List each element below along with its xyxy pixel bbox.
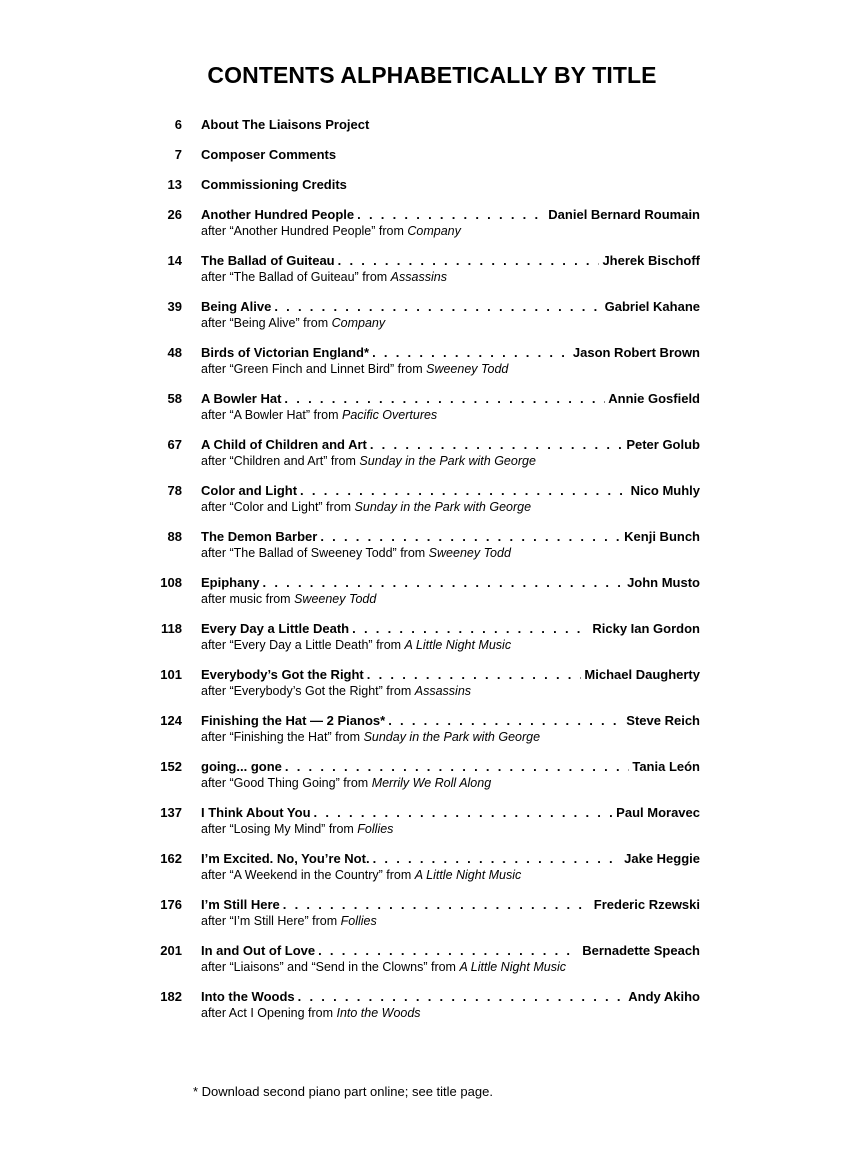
page-number: 6: [174, 117, 182, 132]
dot-leader: [357, 207, 545, 223]
toc-entry[interactable]: [150, 713, 700, 745]
source-text: after “The Ballad of Guiteau” from: [201, 270, 391, 284]
toc-entry[interactable]: [150, 943, 700, 975]
composer-name: Bernadette Speach: [582, 943, 700, 958]
dot-leader: [320, 529, 621, 545]
dot-leader: [274, 299, 601, 315]
dot-leader: [372, 345, 570, 361]
dot-leader: [283, 897, 591, 913]
page-number: 26: [167, 207, 182, 222]
dot-leader: [318, 943, 579, 959]
dot-leader: [300, 483, 628, 499]
dot-leader: [352, 621, 589, 637]
dot-leader: [298, 989, 626, 1005]
show-title: Sweeney Todd: [428, 546, 511, 560]
dot-leader: [285, 759, 629, 775]
source-line: [201, 453, 700, 469]
page-title: CONTENTS ALPHABETICALLY BY TITLE: [207, 62, 657, 88]
composer-name: Paul Moravec: [616, 805, 700, 820]
show-title: Follies: [340, 914, 377, 928]
table-of-contents: [150, 117, 700, 1035]
toc-entry[interactable]: [150, 483, 700, 515]
composer-name: Michael Daugherty: [584, 667, 700, 682]
composer-name: Steve Reich: [626, 713, 700, 728]
page-number: 78: [167, 483, 182, 498]
composer-name: Peter Golub: [626, 437, 700, 452]
composer-name: Kenji Bunch: [624, 529, 700, 544]
show-title: A Little Night Music: [459, 960, 566, 974]
dot-leader: [284, 391, 605, 407]
page-number: 152: [160, 759, 182, 774]
source-text: after “I’m Still Here” from: [201, 914, 341, 928]
source-text: after music from: [201, 592, 295, 606]
composer-name: Jherek Bischoff: [602, 253, 700, 268]
show-title: Pacific Overtures: [342, 408, 438, 422]
toc-entry[interactable]: [150, 667, 700, 699]
show-title: Sunday in the Park with George: [359, 454, 536, 468]
show-title: Follies: [357, 822, 394, 836]
source-text: after “A Weekend in the Country” from: [201, 868, 415, 882]
dot-leader: [370, 437, 623, 453]
source-line: [201, 637, 700, 653]
entry-title: A Bowler Hat: [201, 391, 282, 406]
page-number: 162: [160, 851, 182, 866]
show-title: Company: [407, 224, 461, 238]
page-number: 118: [161, 621, 182, 636]
show-title: Sunday in the Park with George: [354, 500, 532, 514]
source-line: [201, 499, 700, 515]
composer-name: Ricky Ian Gordon: [592, 621, 700, 636]
entry-title: In and Out of Love: [201, 943, 316, 958]
show-title: Sunday in the Park with George: [363, 730, 541, 744]
source-line: [201, 223, 700, 239]
entry-title: Another Hundred People: [201, 207, 355, 222]
entry-title: The Demon Barber: [201, 529, 318, 544]
composer-name: Andy Akiho: [628, 989, 700, 1004]
page-number: 67: [167, 437, 182, 452]
entry-title: Composer Comments: [201, 147, 337, 162]
show-title: Sweeney Todd: [294, 592, 377, 606]
source-line: [201, 683, 700, 699]
toc-entry[interactable]: [150, 117, 700, 133]
entry-title: Commissioning Credits: [201, 177, 347, 192]
source-line: [201, 821, 700, 837]
page-number: 48: [167, 345, 182, 360]
page-number: 182: [160, 989, 182, 1004]
composer-name: Nico Muhly: [630, 483, 700, 498]
composer-name: Daniel Bernard Roumain: [548, 207, 700, 222]
source-line: [201, 591, 700, 607]
toc-entry[interactable]: [150, 621, 700, 653]
dot-leader: [388, 713, 623, 729]
source-line: [201, 407, 700, 423]
composer-name: Gabriel Kahane: [604, 299, 700, 314]
page-number: 39: [167, 299, 182, 314]
composer-name: Tania León: [632, 759, 700, 774]
composer-name: Frederic Rzewski: [593, 897, 700, 912]
dot-leader: [338, 253, 600, 269]
entry-title: Everybody’s Got the Right: [201, 667, 364, 682]
page-number: 176: [160, 897, 182, 912]
toc-entry[interactable]: [150, 207, 700, 239]
source-text: after “A Bowler Hat” from: [201, 408, 343, 422]
dot-leader: [367, 667, 582, 683]
source-text: after “Being Alive” from: [201, 316, 332, 330]
toc-entry[interactable]: [150, 759, 700, 791]
entry-title: Epiphany: [201, 575, 260, 590]
toc-entry[interactable]: [150, 177, 700, 193]
source-line: [201, 959, 700, 975]
source-line: [201, 775, 700, 791]
toc-entry[interactable]: [150, 989, 700, 1021]
page-number: 58: [167, 391, 182, 406]
toc-entry[interactable]: [150, 253, 700, 285]
entry-title: going... gone: [201, 759, 282, 774]
entry-title: Birds of Victorian England*: [201, 345, 370, 360]
toc-entry[interactable]: [150, 345, 700, 377]
toc-entry[interactable]: [150, 897, 700, 929]
toc-entry[interactable]: [150, 851, 700, 883]
footnote: * Download second piano part online; see title page.: [193, 1084, 493, 1099]
entry-title: A Child of Children and Art: [201, 437, 367, 452]
toc-entry[interactable]: [150, 575, 700, 607]
page-number: 7: [174, 147, 182, 162]
show-title: Sweeney Todd: [426, 362, 509, 376]
show-title: Assassins: [414, 684, 472, 698]
dot-leader: [263, 575, 625, 591]
source-text: after Act I Opening from: [201, 1006, 337, 1020]
page-number: 88: [167, 529, 182, 544]
show-title: Into the Woods: [336, 1006, 421, 1020]
page-number: 14: [167, 253, 182, 268]
source-text: after “Color and Light” from: [201, 500, 355, 514]
dot-leader: [373, 851, 622, 867]
source-line: [201, 315, 700, 331]
entry-title: Every Day a Little Death: [201, 621, 350, 636]
entry-title: About The Liaisons Project: [201, 117, 370, 132]
entry-title: Color and Light: [201, 483, 298, 498]
source-text: after “Good Thing Going” from: [201, 776, 372, 790]
toc-entry[interactable]: [150, 147, 700, 163]
show-title: Assassins: [390, 270, 447, 284]
show-title: Merrily We Roll Along: [371, 776, 492, 790]
composer-name: Annie Gosfield: [608, 391, 700, 406]
toc-entry[interactable]: [150, 437, 700, 469]
page-number: 13: [167, 177, 182, 192]
page-number: 201: [160, 943, 182, 958]
entry-title: The Ballad of Guiteau: [201, 253, 335, 268]
show-title: A Little Night Music: [404, 638, 512, 652]
source-line: [201, 729, 700, 745]
dot-leader: [314, 805, 614, 821]
page-number: 124: [160, 713, 182, 728]
source-text: after “Green Finch and Linnet Bird” from: [201, 362, 427, 376]
source-text: after “Liaisons” and “Send in the Clowns” from: [201, 960, 460, 974]
page-number: 108: [160, 575, 182, 590]
source-text: after “Losing My Mind” from: [201, 822, 358, 836]
page-number: 137: [160, 805, 182, 820]
entry-title: Into the Woods: [201, 989, 295, 1004]
source-text: after “Everybody’s Got the Right” from: [201, 684, 415, 698]
entry-title: Finishing the Hat — 2 Pianos*: [201, 713, 386, 728]
toc-entry[interactable]: [150, 805, 700, 837]
source-line: [201, 545, 700, 561]
entry-title: I’m Excited. No, You’re Not.: [201, 851, 370, 866]
toc-entry[interactable]: [150, 391, 700, 423]
toc-entry[interactable]: [150, 529, 700, 561]
composer-name: Jake Heggie: [624, 851, 700, 866]
source-text: after “Children and Art” from: [201, 454, 360, 468]
source-line: [201, 913, 700, 929]
show-title: Company: [331, 316, 386, 330]
entry-title: Being Alive: [201, 299, 272, 314]
entry-title: I’m Still Here: [201, 897, 280, 912]
composer-name: Jason Robert Brown: [572, 345, 700, 360]
source-text: after “The Ballad of Sweeney Todd” from: [201, 546, 429, 560]
entry-title: I Think About You: [201, 805, 311, 820]
toc-entry[interactable]: [150, 299, 700, 331]
composer-name: John Musto: [627, 575, 700, 590]
source-text: after “Finishing the Hat” from: [201, 730, 364, 744]
source-line: [201, 361, 700, 377]
source-text: after “Another Hundred People” from: [201, 224, 408, 238]
source-line: [201, 1005, 700, 1021]
show-title: A Little Night Music: [414, 868, 522, 882]
source-line: [201, 269, 700, 285]
source-text: after “Every Day a Little Death” from: [201, 638, 405, 652]
page-number: 101: [160, 667, 182, 682]
source-line: [201, 867, 700, 883]
